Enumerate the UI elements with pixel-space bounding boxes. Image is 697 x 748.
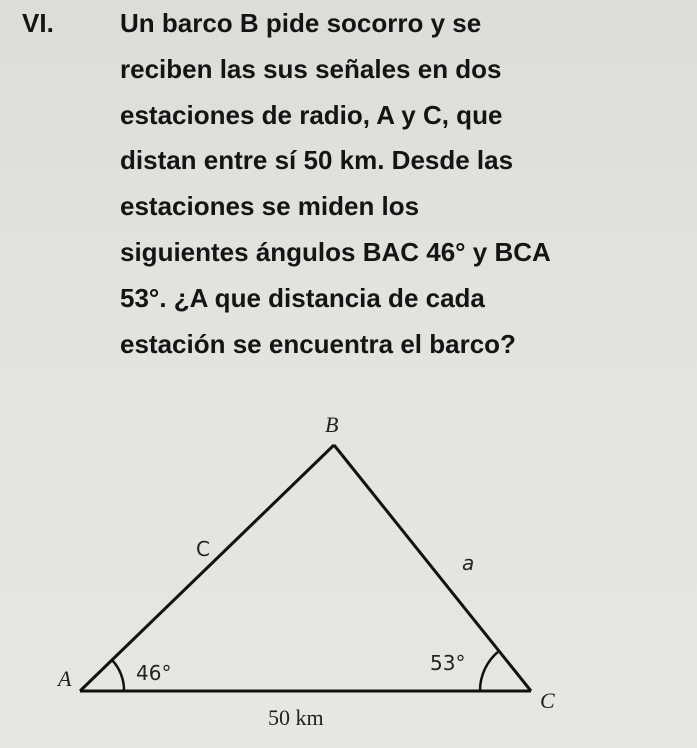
- problem-line-2: reciben las sus señales en dos: [120, 54, 502, 84]
- angle-a-label: 46°: [136, 661, 172, 685]
- angle-arc-c: [480, 651, 499, 691]
- problem-number: VI.: [22, 8, 54, 38]
- problem-line-4: distan entre sí 50 km. Desde las: [120, 145, 514, 175]
- vertex-b-label: B: [325, 412, 339, 437]
- problem-line-5: estaciones se miden los: [120, 191, 420, 221]
- side-ab: [80, 445, 334, 691]
- vertex-a-label: A: [58, 666, 72, 691]
- problem-line-1: Un barco B pide socorro y se: [120, 8, 482, 38]
- problem-line-6: siguientes ángulos BAC 46° y BCA: [120, 237, 551, 267]
- triangle-figure: [0, 380, 697, 748]
- triangle-diagram: [0, 380, 697, 748]
- side-a-label: a: [462, 551, 475, 575]
- angle-c-label: 53°: [430, 651, 466, 675]
- problem-line-3: estaciones de radio, A y C, que: [120, 100, 503, 130]
- vertex-c-label: C: [540, 688, 555, 713]
- base-length-label: 50 km: [268, 705, 324, 730]
- problem-line-7: 53°. ¿A que distancia de cada: [120, 283, 485, 313]
- angle-arc-a: [112, 660, 124, 691]
- problem-line-8: estación se encuentra el barco?: [120, 329, 516, 359]
- side-c-label: C: [196, 537, 210, 561]
